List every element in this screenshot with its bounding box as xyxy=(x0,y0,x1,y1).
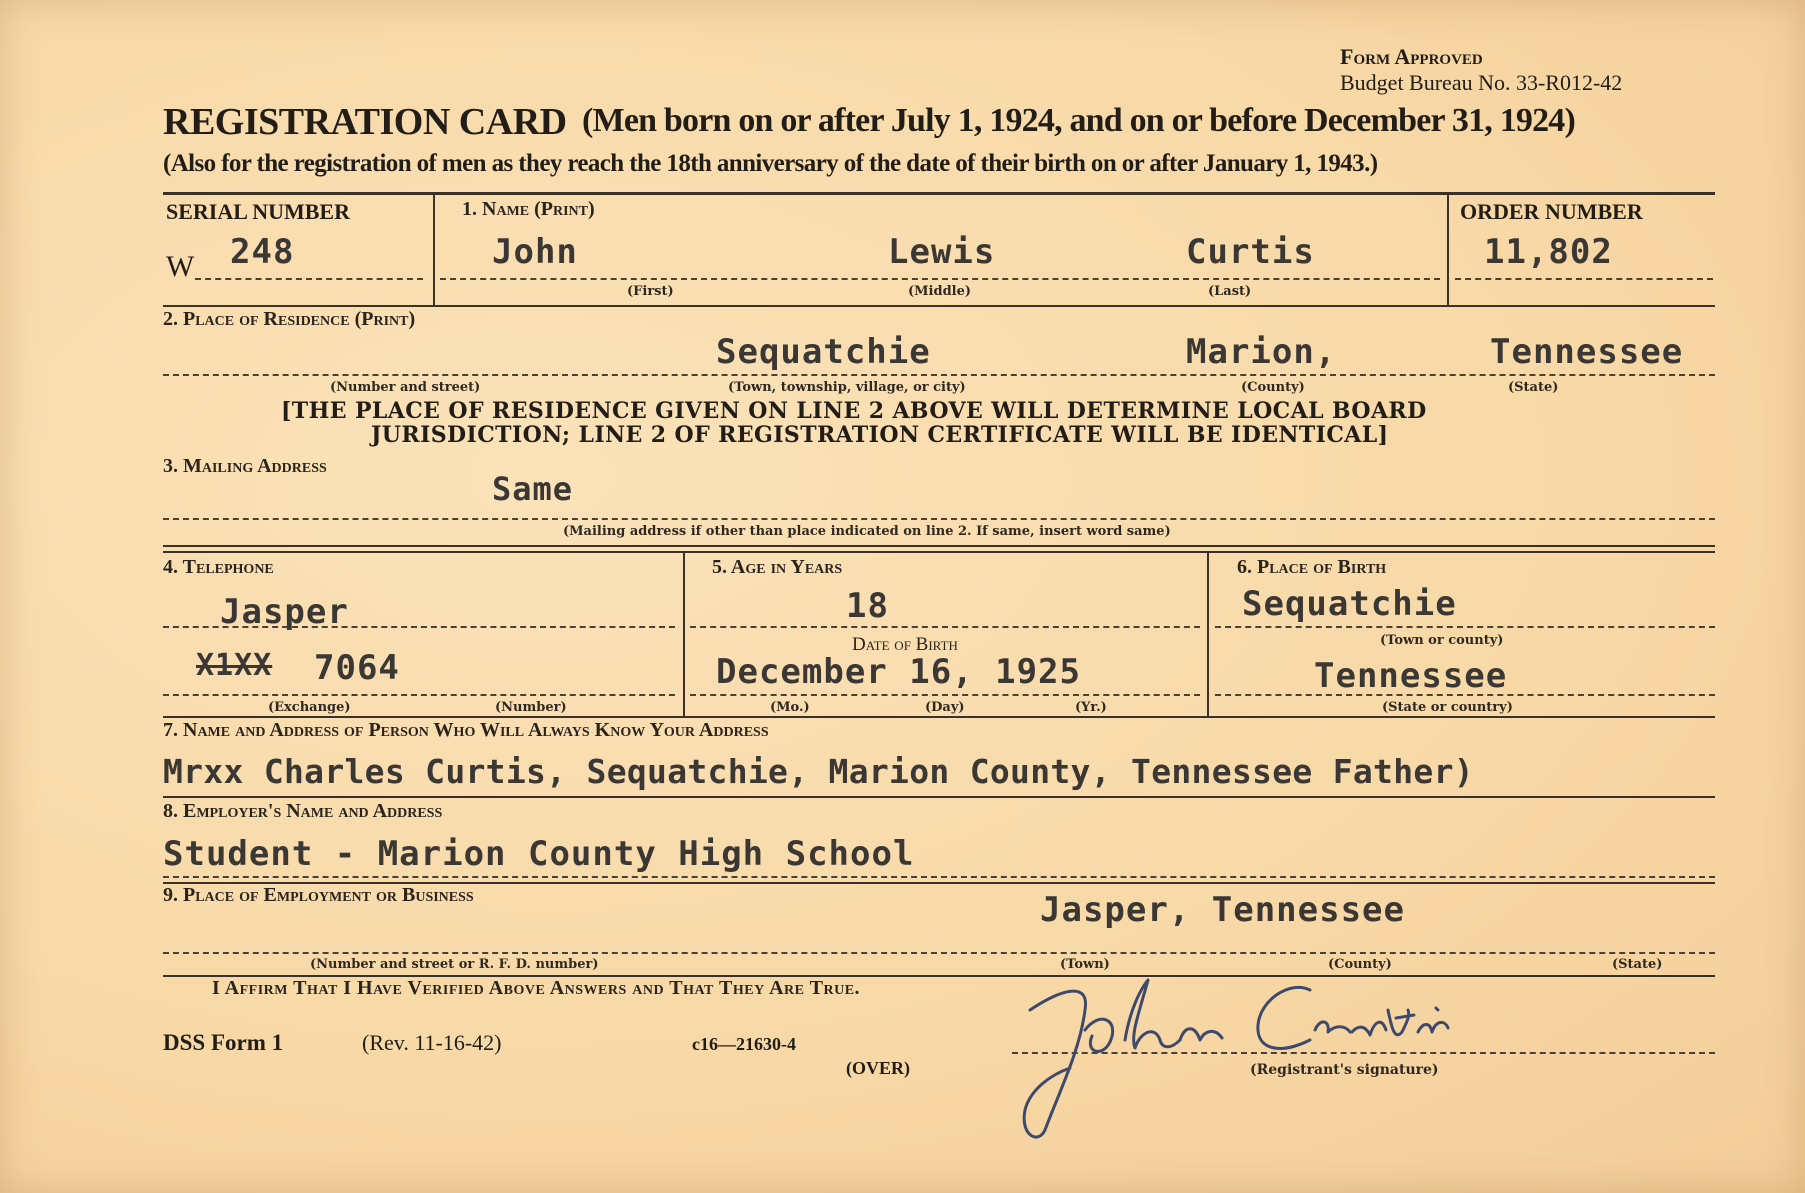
card-subtitle-2: (Also for the registration of men as they reach the 18th anniversary of the date of their birth on or after January 1, 1943.) xyxy=(163,150,1378,177)
contact-value: Mrxx Charles Curtis, Sequatchie, Marion County, Tennessee Father) xyxy=(163,752,1474,791)
employment-line xyxy=(163,952,1715,954)
age-line xyxy=(690,626,1200,628)
card-title: REGISTRATION CARD xyxy=(163,101,567,143)
birthplace-state-caption: (State or country) xyxy=(1382,700,1513,715)
mailing-label: 3. Mailing Address xyxy=(163,455,327,477)
name-first: John xyxy=(492,232,578,272)
name-last-caption: (Last) xyxy=(1208,284,1252,299)
affirm-statement: I Affirm That I Have Verified Above Answers and That They Are True. xyxy=(212,977,861,999)
employment-town-caption: (Town) xyxy=(1060,957,1110,972)
rule-top xyxy=(163,192,1715,195)
registrant-signature xyxy=(990,970,1630,1140)
employer-label: 8. Employer's Name and Address xyxy=(163,800,443,822)
residence-state: Tennessee xyxy=(1490,332,1684,372)
telephone-number-line xyxy=(163,694,675,696)
divider-telephone xyxy=(683,553,685,716)
employer-line xyxy=(163,876,1715,878)
form-revision: (Rev. 11-16-42) xyxy=(362,1030,502,1055)
order-number-label: ORDER NUMBER xyxy=(1460,199,1643,224)
card-subtitle: (Men born on or after July 1, 1924, and on or before December 31, 1924) xyxy=(582,102,1576,139)
dob-label: Date of Birth xyxy=(852,634,958,655)
telephone-label: 4. Telephone xyxy=(163,556,274,578)
telephone-exchange: Jasper xyxy=(220,592,349,632)
mailing-line xyxy=(163,518,1715,520)
signature-text: John Curtis xyxy=(990,970,996,971)
serial-prefix: W xyxy=(166,250,195,283)
rule-row3a xyxy=(163,545,1715,547)
signature-caption: (Registrant's signature) xyxy=(1250,1062,1439,1078)
serial-number-label: SERIAL NUMBER xyxy=(166,199,350,224)
dob-day-caption: (Day) xyxy=(925,700,965,715)
name-label: 1. Name (Print) xyxy=(462,198,595,220)
telephone-number: 7064 xyxy=(314,648,400,688)
print-code: c16—21630-4 xyxy=(692,1034,796,1054)
jurisdiction-notice-1: [THE PLACE OF RESIDENCE GIVEN ON LINE 2 ABOVE WILL DETERMINE LOCAL BOARD xyxy=(281,398,1427,424)
over-label: (OVER) xyxy=(846,1058,910,1078)
residence-county: Marion, xyxy=(1186,332,1337,372)
serial-line xyxy=(195,278,423,280)
residence-county-caption: (County) xyxy=(1241,380,1305,395)
serial-number-value: 248 xyxy=(230,232,295,272)
dob-year-caption: (Yr.) xyxy=(1075,700,1107,715)
rule-row6 xyxy=(163,716,1715,718)
form-id: DSS Form 1 xyxy=(163,1030,284,1055)
order-line xyxy=(1455,278,1713,280)
birthplace-town-caption: (Town or county) xyxy=(1380,633,1504,648)
telephone-struck: X1XX xyxy=(196,648,273,683)
name-middle: Lewis xyxy=(888,232,996,272)
birthplace-town-line xyxy=(1215,626,1715,628)
name-middle-caption: (Middle) xyxy=(908,284,972,299)
divider-age xyxy=(1207,553,1209,716)
rule-row7 xyxy=(163,796,1715,798)
divider-order xyxy=(1447,195,1449,305)
dob-line xyxy=(690,694,1200,696)
dob-value: December 16, 1925 xyxy=(716,652,1081,692)
rule-row1 xyxy=(163,305,1715,307)
employment-county-caption: (County) xyxy=(1328,957,1392,972)
age-value: 18 xyxy=(846,586,889,626)
budget-bureau-number: Budget Bureau No. 33-R012-42 xyxy=(1340,70,1623,95)
age-label: 5. Age in Years xyxy=(712,556,843,578)
employer-value: Student - Marion County High School xyxy=(163,834,915,874)
birthplace-state: Tennessee xyxy=(1314,656,1508,696)
birthplace-town: Sequatchie xyxy=(1242,584,1457,624)
telephone-number-caption: (Number) xyxy=(495,700,567,715)
birthplace-state-line xyxy=(1215,694,1715,696)
birthplace-label: 6. Place of Birth xyxy=(1237,556,1387,578)
contact-label: 7. Name and Address of Person Who Will Always Know Your Address xyxy=(163,719,769,741)
order-number-value: 11,802 xyxy=(1484,232,1613,272)
residence-state-caption: (State) xyxy=(1508,380,1559,395)
telephone-exchange-caption: (Exchange) xyxy=(268,700,351,715)
dob-month-caption: (Mo.) xyxy=(770,700,810,715)
residence-town-caption: (Town, township, village, or city) xyxy=(728,380,966,395)
employment-state-caption: (State) xyxy=(1612,957,1663,972)
name-first-caption: (First) xyxy=(627,284,674,299)
name-last: Curtis xyxy=(1186,232,1315,272)
residence-street-caption: (Number and street) xyxy=(330,380,481,395)
employment-label: 9. Place of Employment or Business xyxy=(163,884,474,906)
residence-line xyxy=(163,374,1715,376)
mailing-value: Same xyxy=(492,470,574,508)
residence-label: 2. Place of Residence (Print) xyxy=(163,308,416,330)
name-line xyxy=(440,278,1440,280)
jurisdiction-notice-2: JURISDICTION; LINE 2 OF REGISTRATION CERTIFICATE WILL BE IDENTICAL] xyxy=(371,422,1389,448)
telephone-exchange-line xyxy=(163,626,675,628)
employment-value: Jasper, Tennessee xyxy=(1040,890,1405,930)
form-approved: Form Approved xyxy=(1340,44,1483,69)
residence-town: Sequatchie xyxy=(716,332,931,372)
employment-street-caption: (Number and street or R. F. D. number) xyxy=(310,957,599,972)
divider-serial xyxy=(433,195,435,305)
rule-row3b xyxy=(163,551,1715,553)
mailing-caption: (Mailing address if other than place indicated on line 2. If same, insert word same) xyxy=(563,524,1171,539)
